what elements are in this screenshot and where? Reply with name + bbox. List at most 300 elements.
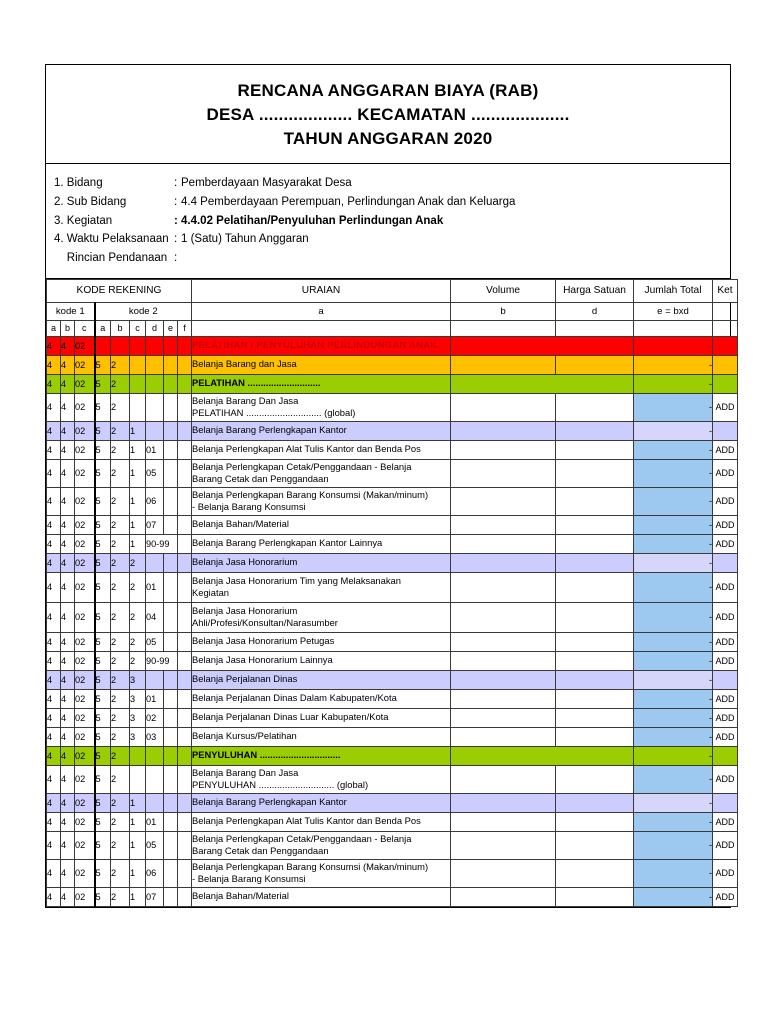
cell-jumlah-total: -	[634, 708, 713, 727]
cell-harga-satuan[interactable]	[556, 440, 634, 459]
cell-kode2-d: 05	[146, 459, 164, 487]
cell-ket[interactable]: ADD	[713, 727, 738, 746]
cell-volume[interactable]	[451, 670, 556, 689]
table-row[interactable]	[47, 831, 738, 859]
cell-uraian: Belanja Jasa Honorarium Ahli/Profesi/Konsultan/Narasumber	[192, 602, 451, 632]
table-header-row-3	[47, 320, 738, 336]
cell-uraian: PELATIHAN / PENYULUHAN PERLINDUNGAN ANAK	[192, 336, 451, 355]
cell-kode1-a: 4	[47, 831, 61, 859]
cell-kode1-b: 4	[61, 632, 75, 651]
cell-jumlah-total: -	[634, 355, 713, 374]
cell-harga-satuan[interactable]	[556, 859, 634, 887]
header-kode-1: kode 1	[47, 302, 95, 320]
cell-kode2-a: 5	[95, 651, 111, 670]
cell-kode2-a: 5	[95, 670, 111, 689]
table-row[interactable]	[47, 859, 738, 887]
cell-kode1-b: 4	[61, 689, 75, 708]
cell-ket[interactable]: ADD	[713, 602, 738, 632]
cell-kode2-c	[130, 336, 146, 355]
cell-ket[interactable]: ADD	[713, 515, 738, 534]
cell-kode2-f	[178, 515, 192, 534]
cell-harga-satuan[interactable]	[556, 651, 634, 670]
cell-jumlah-total: -	[634, 572, 713, 602]
table-row[interactable]	[47, 746, 738, 765]
cell-kode2-f	[178, 440, 192, 459]
table-row[interactable]	[47, 374, 738, 393]
cell-harga-satuan[interactable]	[556, 708, 634, 727]
table-row[interactable]	[47, 572, 738, 602]
info-label: 4. Waktu Pelaksanaan	[54, 233, 169, 246]
cell-volume[interactable]	[451, 534, 556, 553]
table-row[interactable]	[47, 765, 738, 793]
cell-uraian: Belanja Perlengkapan Barang Konsumsi (Makan/minum) - Belanja Barang Konsumsi	[192, 859, 451, 887]
header-letter-k2-a: a	[95, 320, 111, 336]
cell-kode2-a: 5	[95, 487, 111, 515]
cell-kode2-b: 2	[111, 393, 130, 421]
info-row-rincian-pendanaan	[54, 249, 730, 268]
cell-kode1-c: 02	[75, 859, 95, 887]
cell-kode2-d	[146, 336, 164, 355]
cell-volume[interactable]	[451, 859, 556, 887]
cell-ket[interactable]: ADD	[713, 689, 738, 708]
cell-kode2-b: 2	[111, 515, 130, 534]
cell-kode2-a	[95, 336, 111, 355]
cell-jumlah-total: -	[634, 487, 713, 515]
cell-kode2-b: 2	[111, 421, 130, 440]
table-body	[47, 336, 738, 906]
cell-kode2-f	[178, 421, 192, 440]
cell-kode2-e	[164, 887, 178, 906]
cell-kode2-f	[178, 689, 192, 708]
cell-kode1-b: 4	[61, 355, 75, 374]
cell-volume[interactable]	[451, 355, 556, 374]
info-separator: :	[174, 214, 178, 227]
cell-kode1-b: 4	[61, 440, 75, 459]
cell-volume[interactable]	[451, 459, 556, 487]
cell-jumlah-total: -	[634, 793, 713, 812]
cell-kode2-d	[146, 355, 164, 374]
header-letter-k2-f: f	[178, 320, 192, 336]
cell-kode1-c: 02	[75, 393, 95, 421]
cell-kode2-e	[164, 421, 178, 440]
cell-uraian: Belanja Kursus/Pelatihan	[192, 727, 451, 746]
cell-volume[interactable]	[451, 572, 556, 602]
table-row[interactable]	[47, 887, 738, 906]
cell-uraian: Belanja Bahan/Material	[192, 887, 451, 906]
cell-volume[interactable]	[451, 812, 556, 831]
cell-harga-satuan[interactable]	[556, 670, 634, 689]
cell-ket[interactable]: ADD	[713, 859, 738, 887]
table-row[interactable]	[47, 651, 738, 670]
cell-volume[interactable]	[451, 831, 556, 859]
cell-jumlah-total: -	[634, 651, 713, 670]
cell-kode1-c: 02	[75, 440, 95, 459]
cell-harga-satuan[interactable]	[556, 632, 634, 651]
cell-kode2-c	[130, 765, 146, 793]
table-row[interactable]	[47, 421, 738, 440]
cell-kode1-a: 4	[47, 670, 61, 689]
cell-kode2-a: 5	[95, 727, 111, 746]
cell-kode1-b: 4	[61, 572, 75, 602]
cell-uraian: Belanja Barang Dan Jasa PENYULUHAN ............................. (global)	[192, 765, 451, 793]
cell-ket[interactable]: ADD	[713, 765, 738, 793]
cell-kode2-e	[164, 708, 178, 727]
cell-ket[interactable]: ADD	[713, 651, 738, 670]
cell-kode1-a: 4	[47, 355, 61, 374]
cell-kode2-d: 01	[146, 572, 164, 602]
cell-kode2-f	[178, 487, 192, 515]
cell-jumlah-total: -	[634, 393, 713, 421]
cell-ket[interactable]: ADD	[713, 831, 738, 859]
header-ket-sub	[713, 302, 738, 320]
cell-uraian: Belanja Perjalanan Dinas Luar Kabupaten/Kota	[192, 708, 451, 727]
table-row[interactable]	[47, 336, 738, 355]
cell-kode2-e	[164, 393, 178, 421]
cell-kode1-c: 02	[75, 651, 95, 670]
info-row-kegiatan	[54, 212, 730, 231]
cell-kode2-f	[178, 572, 192, 602]
cell-kode2-a: 5	[95, 793, 111, 812]
cell-kode2-d-e: 90-99	[146, 534, 178, 553]
cell-kode1-b: 4	[61, 831, 75, 859]
cell-volume[interactable]	[451, 765, 556, 793]
cell-volume[interactable]	[451, 440, 556, 459]
cell-kode1-b: 4	[61, 336, 75, 355]
cell-kode2-a: 5	[95, 572, 111, 602]
cell-harga-satuan[interactable]	[556, 459, 634, 487]
cell-harga-satuan[interactable]	[556, 421, 634, 440]
cell-kode2-b: 2	[111, 746, 130, 765]
cell-kode2-c: 2	[130, 602, 146, 632]
cell-kode2-f	[178, 670, 192, 689]
cell-kode1-b: 4	[61, 887, 75, 906]
cell-kode1-c: 02	[75, 765, 95, 793]
info-row-bidang	[54, 174, 730, 193]
rab-table	[46, 279, 738, 907]
cell-harga-satuan[interactable]	[556, 602, 634, 632]
info-value	[181, 249, 730, 268]
table-row[interactable]	[47, 708, 738, 727]
cell-kode1-a: 4	[47, 727, 61, 746]
cell-harga-satuan[interactable]	[556, 393, 634, 421]
cell-ket[interactable]	[713, 374, 738, 393]
cell-ket[interactable]	[713, 553, 738, 572]
table-row[interactable]	[47, 355, 738, 374]
cell-kode1-b: 4	[61, 374, 75, 393]
cell-kode1-a: 4	[47, 887, 61, 906]
cell-volume[interactable]	[451, 793, 556, 812]
table-row[interactable]	[47, 727, 738, 746]
cell-kode2-b: 2	[111, 355, 130, 374]
cell-kode1-b: 4	[61, 746, 75, 765]
header-harga-satuan: Harga Satuan	[556, 279, 634, 302]
cell-kode2-c: 1	[130, 793, 146, 812]
table-row[interactable]	[47, 689, 738, 708]
cell-harga-satuan[interactable]	[556, 793, 634, 812]
cell-kode2-c: 1	[130, 487, 146, 515]
cell-jumlah-total: -	[634, 859, 713, 887]
cell-harga-satuan[interactable]	[556, 487, 634, 515]
cell-kode1-c: 02	[75, 355, 95, 374]
cell-volume[interactable]	[451, 727, 556, 746]
cell-ket[interactable]: ADD	[713, 487, 738, 515]
cell-ket[interactable]	[713, 421, 738, 440]
cell-uraian: Belanja Jasa Honorarium Tim yang Melaksanakan Kegiatan	[192, 572, 451, 602]
cell-kode1-c: 02	[75, 632, 95, 651]
table-row[interactable]	[47, 553, 738, 572]
cell-kode2-b: 2	[111, 487, 130, 515]
cell-kode2-a: 5	[95, 393, 111, 421]
cell-kode2-e	[164, 459, 178, 487]
cell-jumlah-total: -	[634, 534, 713, 553]
cell-kode2-f	[178, 793, 192, 812]
cell-volume[interactable]	[451, 708, 556, 727]
cell-harga-satuan[interactable]	[556, 727, 634, 746]
cell-kode2-a: 5	[95, 831, 111, 859]
cell-jumlah-total: -	[634, 887, 713, 906]
cell-kode1-a: 4	[47, 746, 61, 765]
info-label: Rincian Pendanaan	[54, 251, 168, 264]
cell-ket[interactable]: ADD	[713, 440, 738, 459]
header-kode-rekening: KODE REKENING	[47, 279, 192, 302]
header-spacer-jumlah	[634, 320, 713, 336]
cell-volume[interactable]	[451, 421, 556, 440]
cell-kode2-d: 06	[146, 487, 164, 515]
cell-volume[interactable]	[451, 689, 556, 708]
cell-kode2-f	[178, 746, 192, 765]
cell-kode2-f	[178, 765, 192, 793]
cell-kode2-d: 04	[146, 602, 164, 632]
cell-kode2-b: 2	[111, 859, 130, 887]
cell-kode2-d: 01	[146, 440, 164, 459]
cell-kode1-a: 4	[47, 793, 61, 812]
cell-ket[interactable]: ADD	[713, 459, 738, 487]
header-letter-k1-a: a	[47, 320, 61, 336]
cell-kode2-a: 5	[95, 887, 111, 906]
cell-ket[interactable]	[713, 355, 738, 374]
cell-kode2-c: 3	[130, 689, 146, 708]
cell-kode2-a: 5	[95, 534, 111, 553]
cell-ket[interactable]	[713, 336, 738, 355]
cell-kode2-a: 5	[95, 708, 111, 727]
cell-uraian: PELATIHAN ............................	[192, 374, 451, 393]
header-kode-2: kode 2	[95, 302, 192, 320]
cell-harga-satuan[interactable]	[556, 887, 634, 906]
cell-kode1-b: 4	[61, 393, 75, 421]
cell-kode2-e	[164, 689, 178, 708]
header-letter-k2-c: c	[130, 320, 146, 336]
cell-uraian: PENYULUHAN ...............................	[192, 746, 451, 765]
cell-kode1-b: 4	[61, 812, 75, 831]
cell-kode1-b: 4	[61, 534, 75, 553]
cell-kode2-b: 2	[111, 831, 130, 859]
table-row[interactable]	[47, 632, 738, 651]
cell-kode2-c: 1	[130, 421, 146, 440]
cell-kode2-f	[178, 374, 192, 393]
cell-kode1-a: 4	[47, 553, 61, 572]
cell-volume[interactable]	[451, 553, 556, 572]
cell-ket[interactable]: ADD	[713, 572, 738, 602]
cell-kode2-d	[146, 553, 164, 572]
cell-kode1-a: 4	[47, 572, 61, 602]
cell-kode1-c: 02	[75, 374, 95, 393]
cell-volume[interactable]	[451, 887, 556, 906]
table-header-row-2	[47, 302, 738, 320]
cell-kode2-b: 2	[111, 812, 130, 831]
cell-uraian: Belanja Perlengkapan Barang Konsumsi (Makan/minum) - Belanja Barang Konsumsi	[192, 487, 451, 515]
header-letter-k1-b: b	[61, 320, 75, 336]
cell-kode2-e	[164, 812, 178, 831]
table-row[interactable]	[47, 602, 738, 632]
cell-kode1-a: 4	[47, 336, 61, 355]
cell-volume[interactable]	[451, 602, 556, 632]
table-row[interactable]	[47, 515, 738, 534]
header-harga-sub: d	[556, 302, 634, 320]
cell-kode1-a: 4	[47, 487, 61, 515]
info-value: 4.4 Pemberdayaan Perempuan, Perlindungan Anak dan Keluarga	[181, 196, 516, 208]
cell-kode2-e	[164, 793, 178, 812]
cell-kode1-c: 02	[75, 727, 95, 746]
cell-kode2-e	[164, 336, 178, 355]
cell-ket[interactable]: ADD	[713, 393, 738, 421]
cell-kode2-e	[164, 859, 178, 887]
cell-kode2-f	[178, 355, 192, 374]
cell-kode2-c: 3	[130, 670, 146, 689]
cell-kode2-b: 2	[111, 887, 130, 906]
cell-jumlah-total: -	[634, 746, 713, 765]
cell-jumlah-total: -	[634, 553, 713, 572]
info-separator: :	[174, 251, 178, 264]
cell-kode2-a: 5	[95, 632, 111, 651]
info-separator: :	[174, 233, 178, 246]
cell-volume[interactable]	[451, 632, 556, 651]
cell-kode1-a: 4	[47, 515, 61, 534]
table-row[interactable]	[47, 534, 738, 553]
cell-kode1-b: 4	[61, 602, 75, 632]
cell-uraian: Belanja Barang Dan Jasa PELATIHAN ............................. (global)	[192, 393, 451, 421]
cell-kode2-b: 2	[111, 459, 130, 487]
header-letter-k2-b: b	[111, 320, 130, 336]
cell-kode1-a: 4	[47, 602, 61, 632]
cell-kode2-f	[178, 859, 192, 887]
cell-uraian: Belanja Jasa Honorarium Lainnya	[192, 651, 451, 670]
cell-jumlah-total: -	[634, 459, 713, 487]
cell-kode1-c: 02	[75, 515, 95, 534]
cell-harga-satuan[interactable]	[556, 765, 634, 793]
cell-jumlah-total: -	[634, 632, 713, 651]
cell-kode2-f	[178, 602, 192, 632]
cell-harga-satuan[interactable]	[556, 812, 634, 831]
header-jumlah-sub: e = bxd	[634, 302, 713, 320]
cell-ket[interactable]: ADD	[713, 534, 738, 553]
header-volume-sub: b	[451, 302, 556, 320]
cell-kode2-b: 2	[111, 572, 130, 602]
cell-kode1-b: 4	[61, 515, 75, 534]
cell-kode2-e	[164, 374, 178, 393]
cell-kode2-d	[146, 765, 164, 793]
cell-ket[interactable]	[713, 670, 738, 689]
cell-kode1-c: 02	[75, 553, 95, 572]
cell-kode2-a: 5	[95, 859, 111, 887]
cell-kode1-a: 4	[47, 374, 61, 393]
cell-ket[interactable]: ADD	[713, 887, 738, 906]
cell-harga-satuan[interactable]	[556, 831, 634, 859]
cell-kode1-c: 02	[75, 746, 95, 765]
cell-uraian: Belanja Perlengkapan Alat Tulis Kantor dan Benda Pos	[192, 440, 451, 459]
cell-uraian: Belanja Perjalanan Dinas	[192, 670, 451, 689]
cell-kode2-a: 5	[95, 553, 111, 572]
cell-volume[interactable]	[451, 651, 556, 670]
cell-kode2-d: 03	[146, 727, 164, 746]
cell-kode2-f	[178, 632, 192, 651]
cell-kode2-c: 2	[130, 553, 146, 572]
cell-kode2-f	[178, 553, 192, 572]
cell-harga-satuan[interactable]	[556, 534, 634, 553]
cell-harga-satuan[interactable]	[556, 553, 634, 572]
cell-volume-harga	[451, 374, 634, 393]
cell-harga-satuan[interactable]	[556, 572, 634, 602]
cell-kode2-b: 2	[111, 727, 130, 746]
cell-ket[interactable]: ADD	[713, 708, 738, 727]
cell-harga-satuan[interactable]	[556, 355, 634, 374]
cell-harga-satuan[interactable]	[556, 515, 634, 534]
cell-kode2-f	[178, 812, 192, 831]
cell-ket[interactable]	[713, 746, 738, 765]
cell-kode2-b: 2	[111, 689, 130, 708]
cell-kode2-c: 3	[130, 708, 146, 727]
cell-kode1-b: 4	[61, 459, 75, 487]
cell-kode2-a: 5	[95, 515, 111, 534]
cell-kode2-d: 06	[146, 859, 164, 887]
table-row[interactable]	[47, 793, 738, 812]
cell-kode1-b: 4	[61, 765, 75, 793]
table-row[interactable]	[47, 812, 738, 831]
cell-kode1-c: 02	[75, 887, 95, 906]
cell-ket[interactable]	[713, 793, 738, 812]
table-row[interactable]	[47, 440, 738, 459]
cell-kode2-e	[164, 553, 178, 572]
activity-info-block	[46, 164, 730, 278]
cell-ket[interactable]: ADD	[713, 812, 738, 831]
cell-volume[interactable]	[451, 393, 556, 421]
cell-kode2-d: 07	[146, 887, 164, 906]
table-row[interactable]	[47, 393, 738, 421]
cell-kode2-b: 2	[111, 793, 130, 812]
cell-kode1-a: 4	[47, 859, 61, 887]
table-row[interactable]	[47, 459, 738, 487]
cell-kode1-a: 4	[47, 689, 61, 708]
cell-kode2-c: 1	[130, 831, 146, 859]
cell-volume[interactable]	[451, 515, 556, 534]
table-row[interactable]	[47, 670, 738, 689]
cell-volume[interactable]	[451, 487, 556, 515]
cell-kode1-c: 02	[75, 812, 95, 831]
cell-ket[interactable]: ADD	[713, 632, 738, 651]
header-letter-k1-c: c	[75, 320, 95, 336]
header-spacer-uraian	[192, 320, 451, 336]
cell-kode2-c: 1	[130, 534, 146, 553]
table-row[interactable]	[47, 487, 738, 515]
cell-jumlah-total: -	[634, 421, 713, 440]
header-letter-k2-d: d	[146, 320, 164, 336]
cell-harga-satuan[interactable]	[556, 689, 634, 708]
cell-kode2-e	[164, 440, 178, 459]
cell-kode2-d	[146, 393, 164, 421]
cell-kode1-c: 02	[75, 336, 95, 355]
cell-kode2-d	[146, 421, 164, 440]
cell-kode2-c	[130, 746, 146, 765]
cell-kode2-a: 5	[95, 440, 111, 459]
